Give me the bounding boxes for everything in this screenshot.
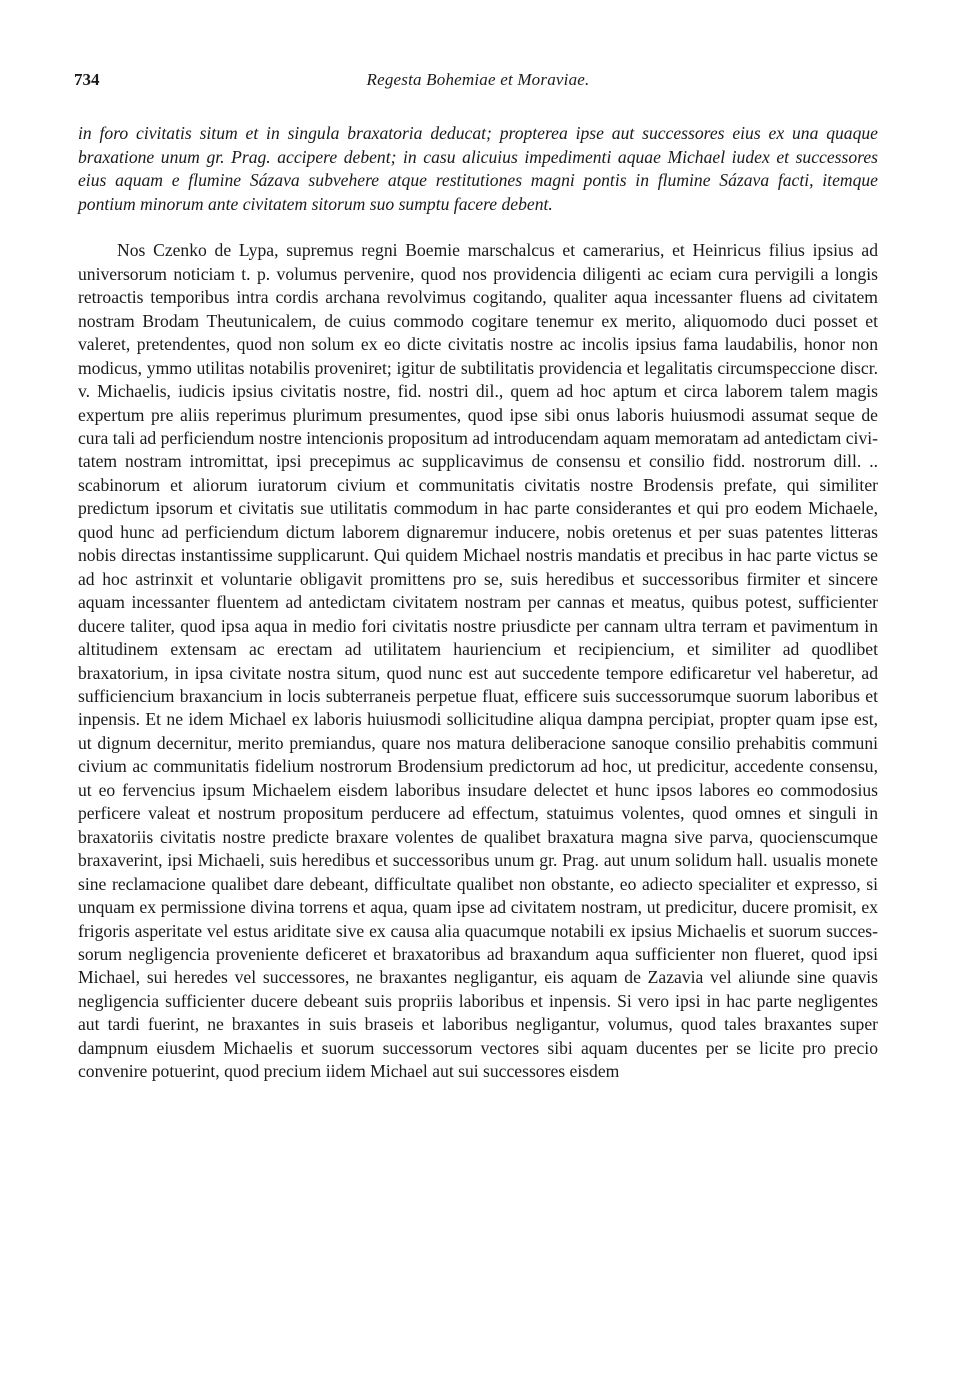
page-number: 734 <box>74 70 100 89</box>
charter-text-paragraph: Nos Czenko de Lypa, supremus regni Boemie marschalcus et camerarius, et Heinricus filius ipsius ad universorum noticiam t. p. volumus pervenire, quod nos providencia diligenti ac eciam cura pervigili a longis retroactis temporibus intra cordis archana revolvimus cogitando, qualiter aqua incessanter fluens ad civitatem nostram Brodam Theutunicalem, de cuius commodo cogitare tenemur ex merito, aliquomodo duci posset et valeret, pretendentes, quod non solum ex eo dicte civitatis nostre ac incolis ipsius fama laudabilis, honor non modicus, ymmo utilitas notabilis proveniret; igitur de subtilitatis providencia et legalitatis circumspeccione discr. v. Michaelis, iudicis ipsius civitatis nostre, fid. nostri dil., quem ad hoc aptum et circa laborem talem magis expertum pre aliis reperimus plurimum presumentes, quod ipse sibi onus laboris huiusmodi assumat seque de cura tali ad perficiendum nostre intencionis propositum ad introducendam aquam memoratam ad antedictam civitatem nostram intromittat, ipsi precepimus ac supplicavimus de consensu et consilio fidd. nostrorum dill. .. scabinorum et aliorum iuratorum civium et communitatis civitatis nostre Brodensis prefate, qui similiter predictum ipsorum et civitatis sue utilitatis commodum in hac parte considerantes et qui pro eodem Michaele, quod hunc ad perficiendum dictum laborem dignaremur inducere, nobis oretenus et per suas patentes litteras nobis directas instantissime supplicarunt. Qui quidem Michael nostris mandatis et precibus in hac parte victus se ad hoc astrinxit et voluntarie obligavit promittens pro se, suis heredibus et successoribus firmiter et sincere aquam incessanter fluentem ad antedictam civitatem nostram per cannas et meatus, quibus potest, sufficienter ducere taliter, quod ipsa aqua in medio fori civitatis nostre priusdicte per cannam ultra terram et pavimentum in altitudinem extensam ac erectam ad utilitatem hauriencium et recipiencium, et similiter ad quodlibet braxatorium, in ipsa civitate nostra situm, quod nunc est aut succedente tempore edificaretur vel haberetur, ad sufficiencium braxancium in locis subterraneis perpetue fluat, efficere suis successorumque suorum laboribus et inpensis. Et ne idem Michael ex laboris huiusmodi sollicitudine aliqua dampna percipiat, propter quam ipse est, ut dignum decernitur, merito premiandus, quare nos matura deliberacione sanoque consilio prehabitis communi civium ac communitatis fidelium nostrorum Brodensium predictorum ad hoc, ut predicitur, accedente consensu, ut eo fervencius ipsum Michaelem eisdem laboribus insudare delectet et hunc ipsos labores eo commodosius perficere valeat et nostrum propositum perducere ad effectum, statuimus volentes, quod omnes et singuli in braxatoriis civitatis nostre predicte braxare volentes de qualibet braxatura magna sive parva, quocienscumque braxaverint, ipsi Michaeli, suis heredibus et successoribus unum gr. Prag. aut unum solidum hall. usualis monete sine reclamacione qualibet dare debeant, difficultate qualibet non obstante, eo adiecto specialiter et expresso, si unquam ex permissione divina torrens et aqua, quam ipse ad civitatem nostram, ut predicitur, ducere promisit, ex frigoris asperitate vel estus ariditate sive ex causa alia quacumque notabili ex ipsius Michaelis et suorum successorum negligencia proveniente deficeret et braxatoribus ad braxandum aqua sufficienter non flueret, quod ipsi Michael, sui heredes vel successores, ne braxantes negligantur, eis aquam de Zazavia vel aliunde sine quavis negligencia sufficienter ducere debeant suis propriis laboribus et inpensis. Si vero ipsi in hac parte negligentes aut tardi fuerint, ne braxantes in suis braseis et laboribus negligantur, volumus, quod tales braxantes super dampnum eiusdem Michaelis et suorum successorum vectores sibi aquam ducentes per se licite pro precio convenire potuerint, quod precium iidem Michael aut sui successores eisdem <box>78 240 878 1082</box>
running-head <box>74 70 878 100</box>
document-page <box>74 70 878 1101</box>
regest-summary-paragraph: in foro civitatis situm et in singula braxatoria deducat; propterea ipse aut successores eius ex una quaque braxatione unum gr. Prag. accipere debent; in casu alicuius impedimenti aquae Michael iudex et successores eius aquam e flumine Sázava subvehere atque restitutiones magni pontis in flumine Sázava facti, itemque pontium minorum ante civitatem sitorum suo sumptu facere debent. <box>78 123 878 214</box>
running-title: Regesta Bohemiae et Moraviae. <box>366 70 590 89</box>
